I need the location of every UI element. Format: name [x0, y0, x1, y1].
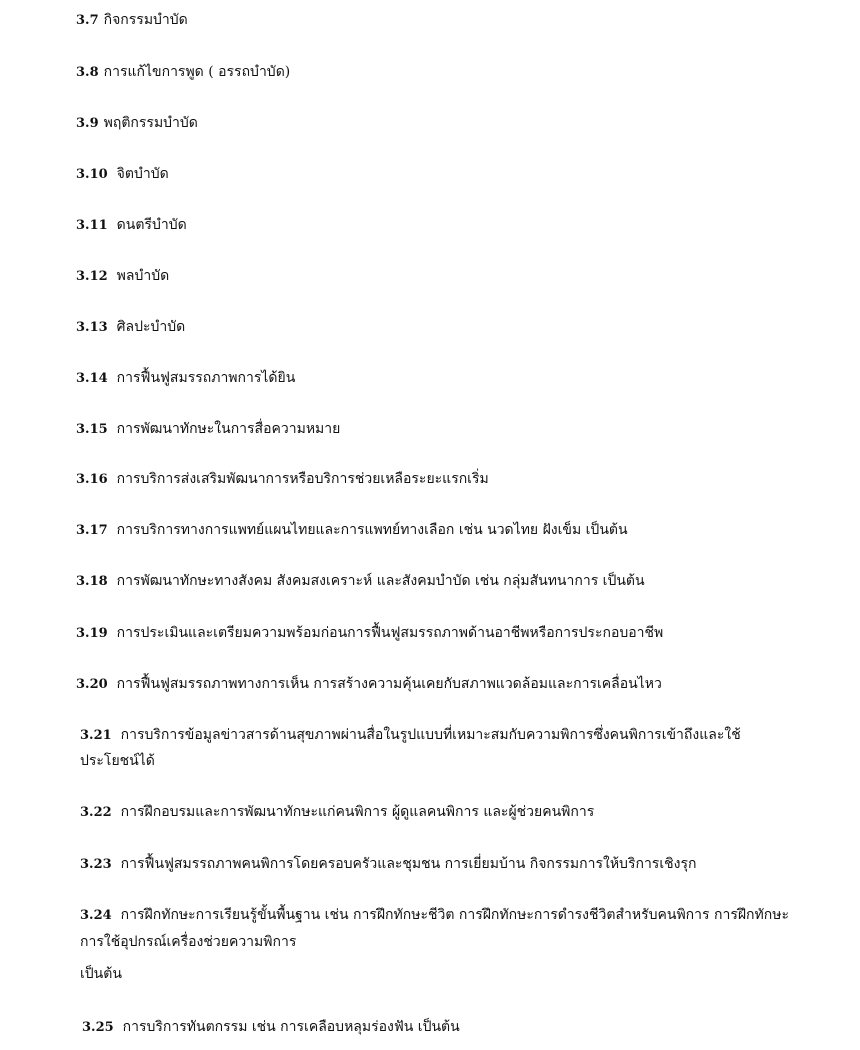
item-number: 3.15 — [76, 422, 108, 437]
item-number: 3.7 — [76, 13, 99, 28]
list-item — [76, 316, 816, 339]
item-text: การฟื้นฟูสมรรถภาพทางการเห็น การสร้างความคุ้นเคยกับสภาพแวดล้อมและการเคลื่อนไหว — [116, 676, 662, 692]
list-item — [76, 673, 816, 696]
item-text: การบริการทางการแพทย์แผนไทยและการแพทย์ทางเลือก เช่น นวดไทย ฝังเข็ม เป็นต้น — [116, 522, 628, 538]
item-number: 3.20 — [76, 677, 108, 692]
list-item — [80, 724, 820, 747]
item-text: การฝึกทักษะการเรียนรู้ขั้นพื้นฐาน เช่น การฝึกทักษะชีวิต การฝึกทักษะการดำรงชีวิตสำหรับคนพิการ การฝึกทักษะ — [120, 907, 789, 923]
item-number: 3.22 — [80, 805, 112, 820]
item-text: กิจกรรมบำบัด — [103, 12, 188, 28]
item-number: 3.14 — [76, 371, 108, 386]
item-text: พลบำบัด — [116, 268, 170, 284]
item-number: 3.16 — [76, 472, 108, 487]
item-number: 3.9 — [76, 116, 99, 131]
list-item — [76, 214, 816, 237]
item-number: 3.17 — [76, 523, 108, 538]
item-text: การฟื้นฟูสมรรถภาพการได้ยิน — [116, 370, 296, 386]
item-text: การฝึกอบรมและการพัฒนาทักษะแก่คนพิการ ผู้ดูแลคนพิการ และผู้ช่วยคนพิการ — [120, 804, 595, 820]
list-item-continuation — [80, 750, 820, 772]
item-text-continuation: ประโยชน์ได้ — [80, 753, 155, 769]
list-item-continuation — [80, 963, 820, 985]
item-text: การพัฒนาทักษะทางสังคม สังคมสงเคราะห์ และสังคมบำบัด เช่น กลุ่มสันทนาการ เป็นต้น — [116, 573, 645, 589]
item-text: การประเมินและเตรียมความพร้อมก่อนการฟื้นฟูสมรรถภาพด้านอาชีพหรือการประกอบอาชีพ — [116, 625, 664, 641]
list-item-continuation — [80, 931, 820, 953]
list-item — [76, 163, 816, 186]
item-number: 3.23 — [80, 857, 112, 872]
list-item — [76, 367, 816, 390]
item-number: 3.13 — [76, 320, 108, 335]
list-item — [80, 853, 820, 876]
list-item — [76, 570, 816, 593]
list-item — [76, 265, 816, 288]
list-item — [76, 468, 816, 491]
item-number: 3.10 — [76, 167, 108, 182]
item-text: ดนตรีบำบัด — [116, 217, 187, 233]
list-item — [80, 904, 820, 927]
list-item — [76, 418, 816, 441]
list-item — [76, 622, 816, 645]
list-item — [82, 1016, 822, 1039]
item-number: 3.12 — [76, 269, 108, 284]
item-text: การแก้ไขการพูด ( อรรถบำบัด) — [103, 64, 291, 80]
list-item — [76, 9, 816, 32]
item-text: การบริการข้อมูลข่าวสารด้านสุขภาพผ่านสื่อในรูปแบบที่เหมาะสมกับความพิการซึ่งคนพิการเข้าถึงและใช้ — [120, 727, 741, 743]
item-number: 3.21 — [80, 728, 112, 743]
item-text: การพัฒนาทักษะในการสื่อความหมาย — [116, 421, 341, 437]
item-number: 3.11 — [76, 218, 108, 233]
item-text: จิตบำบัด — [116, 166, 169, 182]
list-item — [76, 519, 816, 542]
item-text: ศิลปะบำบัด — [116, 319, 186, 335]
item-text: พฤติกรรมบำบัด — [103, 115, 198, 131]
item-text-continuation: การใช้อุปกรณ์เครื่องช่วยความพิการ — [80, 934, 297, 950]
item-number: 3.19 — [76, 626, 108, 641]
item-number: 3.24 — [80, 908, 112, 923]
item-text: การบริการส่งเสริมพัฒนาการหรือบริการช่วยเหลือระยะแรกเริ่ม — [116, 471, 489, 487]
item-number: 3.25 — [82, 1020, 114, 1035]
list-item — [76, 112, 816, 135]
item-number: 3.18 — [76, 574, 108, 589]
item-text-continuation: เป็นต้น — [80, 966, 122, 982]
item-text: การฟื้นฟูสมรรถภาพคนพิการโดยครอบครัวและชุมชน การเยี่ยมบ้าน กิจกรรมการให้บริการเชิงรุก — [120, 856, 697, 872]
list-item — [80, 801, 820, 824]
item-text: การบริการทันตกรรม เช่น การเคลือบหลุมร่องฟัน เป็นต้น — [122, 1019, 460, 1035]
item-number: 3.8 — [76, 65, 99, 80]
list-item — [76, 61, 816, 84]
